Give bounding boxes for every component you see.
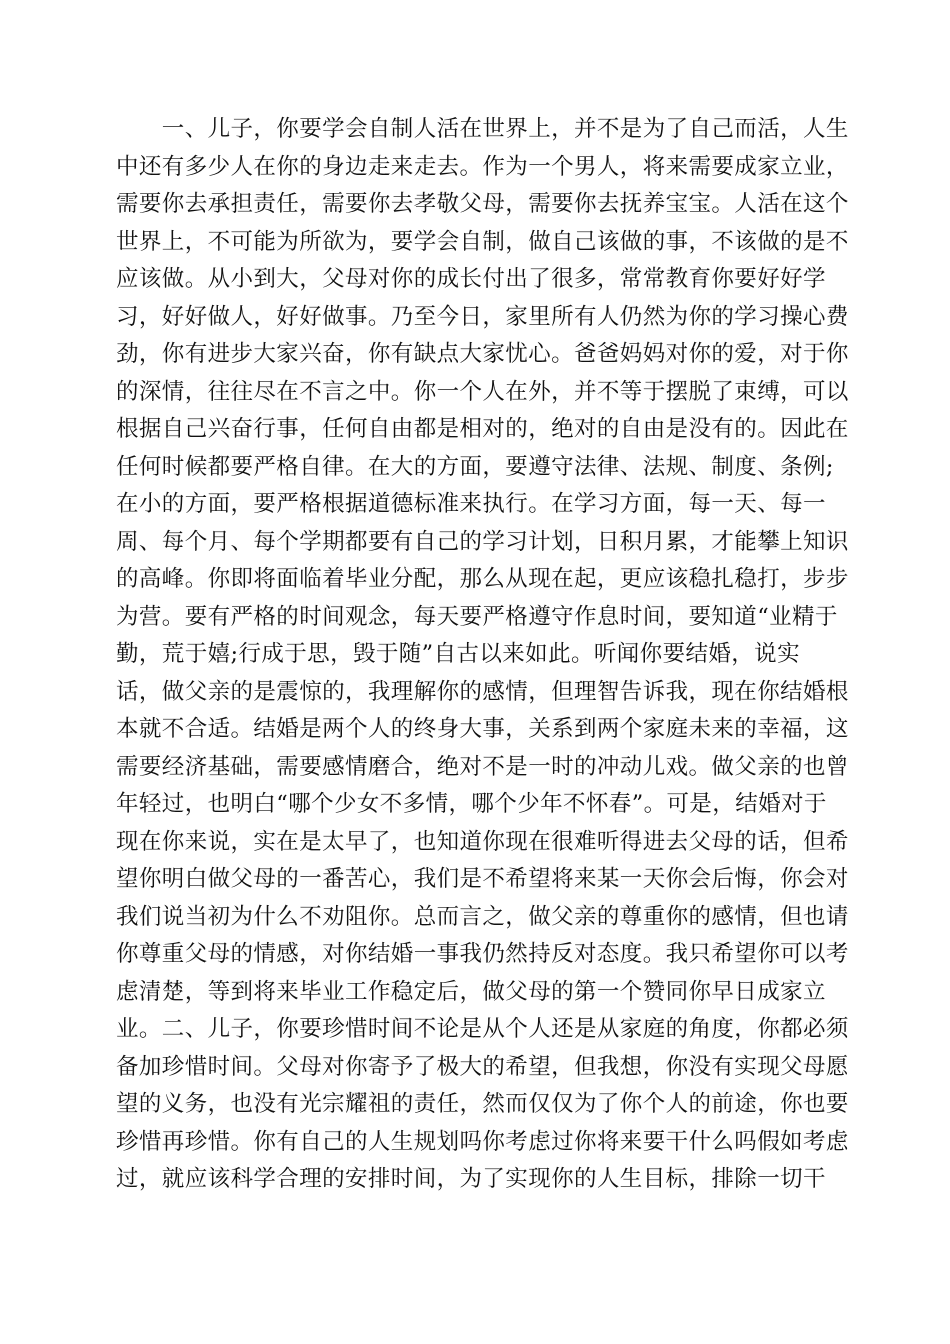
text-line: 世界上，不可能为所欲为，要学会自制，做自己该做的事，不该做的是不: [116, 228, 849, 255]
text-line: 年轻过，也明白“哪个少女不多情，哪个少年不怀春”。可是，结婚对于: [116, 791, 827, 817]
text-line: 望的义务，也没有光宗耀祖的责任，然而仅仅为了你个人的前途，你也要: [116, 1091, 849, 1117]
text-line: 的高峰。你即将面临着毕业分配，那么从现在起，更应该稳扎稳打，步步: [116, 566, 849, 592]
text-line: 我们说当初为什么不劝阻你。总而言之，做父亲的尊重你的感情，但也请: [116, 903, 849, 930]
text-line: 现在你来说，实在是太早了，也知道你现在很难听得进去父母的话，但希: [116, 828, 849, 855]
text-line: 习，好好做人，好好做事。乃至今日，家里所有人仍然为你的学习操心费: [116, 303, 849, 330]
text-line: 根据自己兴奋行事，任何自由都是相对的，绝对的自由是没有的。因此在: [116, 416, 849, 442]
text-line: 虑清楚，等到将来毕业工作稳定后，做父母的第一个赞同你早日成家立: [116, 978, 826, 1005]
text-line: 珍惜再珍惜。你有自己的人生规划吗你考虑过你将来要干什么吗假如考虑: [116, 1128, 849, 1155]
text-line: 的深情，往往尽在不言之中。你一个人在外，并不等于摆脱了束缚，可以: [116, 378, 849, 405]
text-line: 在小的方面，要严格根据道德标准来执行。在学习方面，每一天、每一: [116, 491, 826, 517]
text-line: 周、每个月、每个学期都要有自己的学习计划，日积月累，才能攀上知识: [116, 528, 849, 555]
text-line: 你尊重父母的情感，对你结婚一事我仍然持反对态度。我只希望你可以考: [116, 941, 849, 967]
text-line: 需要经济基础，需要感情磨合，绝对不是一时的冲动儿戏。做父亲的也曾: [116, 753, 849, 780]
text-line: 应该做。从小到大，父母对你的成长付出了很多，常常教育你要好好学: [116, 266, 826, 292]
text-line: 话，做父亲的是震惊的，我理解你的感情，但理智告诉我，现在你结婚根: [116, 678, 849, 705]
text-line: 任何时候都要严格自律。在大的方面，要遵守法律、法规、制度、条例;: [116, 453, 834, 480]
letter-body: [116, 111, 849, 1199]
text-line: 需要你去承担责任，需要你去孝敬父母，需要你去抚养宝宝。人活在这个: [116, 191, 849, 217]
text-line: 过，就应该科学合理的安排时间，为了实现你的人生目标，排除一切干: [116, 1166, 826, 1192]
text-line: 望你明白做父母的一番苦心，我们是不希望将来某一天你会后悔，你会对: [116, 866, 849, 892]
text-line: 为营。要有严格的时间观念，每天要严格遵守作息时间，要知道“业精于: [116, 603, 838, 630]
text-line: 劲，你有进步大家兴奋，你有缺点大家忧心。爸爸妈妈对你的爱，对于你: [116, 341, 849, 367]
text-line: 业。二、儿子，你要珍惜时间不论是从个人还是从家庭的角度，你都必须: [116, 1016, 849, 1042]
text-line: 中还有多少人在你的身边走来走去。作为一个男人，将来需要成家立业，: [116, 153, 849, 180]
text-line: 勤，荒于嬉;行成于思，毁于随”自古以来如此。听闻你要结婚，说实: [116, 641, 800, 667]
text-line: 一、儿子，你要学会自制人活在世界上，并不是为了自己而活，人生: [116, 116, 849, 142]
text-line: 备加珍惜时间。父母对你寄予了极大的希望，但我想，你没有实现父母愿: [116, 1053, 849, 1080]
text-line: 本就不合适。结婚是两个人的终身大事，关系到两个家庭未来的幸福，这: [116, 716, 849, 742]
